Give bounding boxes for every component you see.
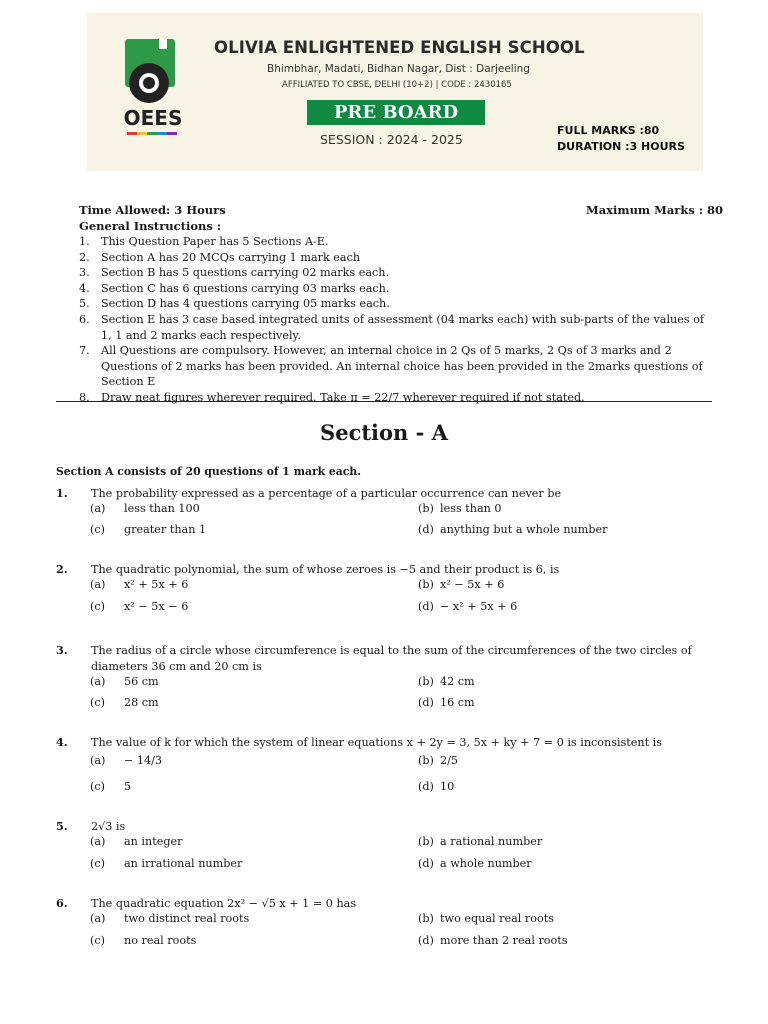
time-allowed: Time Allowed: 3 Hours <box>79 203 226 217</box>
question-text: The radius of a circle whose circumference is equal to the sum of the circumferences of the two circles of diameters 36 cm and 20 cm is <box>91 644 692 673</box>
option-a: (a) two distinct real roots <box>90 912 250 925</box>
option-a: (a) x² + 5x + 6 <box>90 578 189 591</box>
option-b: (b) a rational number <box>418 835 543 848</box>
option-d: (d) 10 <box>418 780 455 793</box>
option-d: (d) more than 2 real roots <box>418 934 568 947</box>
option-c: (c) an irrational number <box>90 857 243 870</box>
school-header <box>87 13 703 171</box>
logo-text: OEES <box>123 106 183 130</box>
instruction-item: 5. Section D has 4 questions carrying 05 marks each. <box>79 297 390 311</box>
option-d: (d) 16 cm <box>418 696 475 709</box>
option-d: (d) a whole number <box>418 857 532 870</box>
option-c: (c) 28 cm <box>90 696 159 709</box>
question-text: 2√3 is <box>91 820 126 833</box>
duration: DURATION :3 HOURS <box>557 140 685 153</box>
instructions-title: General Instructions : <box>79 219 222 233</box>
school-address: Bhimbhar, Madati, Bidhan Nagar, Dist : Darjeeling <box>267 63 530 75</box>
maximum-marks: Maximum Marks : 80 <box>586 203 724 217</box>
question-text: The quadratic polynomial, the sum of whose zeroes is −5 and their product is 6, is <box>91 563 560 576</box>
option-c: (c) no real roots <box>90 934 197 947</box>
option-c: (c) 5 <box>90 780 132 793</box>
option-b: (b) x² − 5x + 6 <box>418 578 505 591</box>
option-a: (a) − 14/3 <box>90 754 163 767</box>
question-number: 4. <box>56 735 68 749</box>
question-number: 1. <box>56 486 68 500</box>
option-a: (a) an integer <box>90 835 183 848</box>
section-title: Section - A <box>320 420 448 445</box>
option-c: (c) x² − 5x − 6 <box>90 600 189 613</box>
option-a: (a) less than 100 <box>90 502 200 515</box>
question-number: 5. <box>56 819 68 833</box>
instruction-item: 8. Draw neat figures wherever required. Take π = 22/7 wherever required if not stated. <box>79 390 585 404</box>
question-text: The value of k for which the system of linear equations x + 2y = 3, 5x + ky + 7 = 0 is inconsistent is <box>91 736 662 749</box>
question-number: 2. <box>56 562 68 576</box>
option-b: (b) 42 cm <box>418 675 475 688</box>
school-affiliation: AFFILIATED TO CBSE, DELHI (10+2) | CODE : 2430165 <box>282 80 512 90</box>
instruction-item: 2. Section A has 20 MCQs carrying 1 mark each <box>79 250 361 264</box>
instruction-item: 3. Section B has 5 questions carrying 02 marks each. <box>79 266 390 280</box>
option-a: (a) 56 cm <box>90 675 159 688</box>
session-text: SESSION : 2024 - 2025 <box>320 132 463 147</box>
question-text: The quadratic equation 2x² − √5 x + 1 = 0 has <box>91 897 357 910</box>
full-marks: FULL MARKS :80 <box>557 124 660 137</box>
school-name: OLIVIA ENLIGHTENED ENGLISH SCHOOL <box>214 38 585 57</box>
logo-stripe <box>127 132 177 135</box>
exam-badge: PRE BOARD <box>307 100 485 125</box>
section-description: Section A consists of 20 questions of 1 mark each. <box>56 465 361 478</box>
option-d: (d) anything but a whole number <box>418 523 608 536</box>
option-b: (b) less than 0 <box>418 502 502 515</box>
instruction-item: 4. Section C has 6 questions carrying 03 marks each. <box>79 281 390 295</box>
instruction-item: 1. This Question Paper has 5 Sections A-E. <box>79 235 329 248</box>
question-number: 6. <box>56 896 68 910</box>
option-b: (b) two equal real roots <box>418 912 554 925</box>
instructions-list <box>79 234 713 406</box>
instruction-item: 7. All Questions are compulsory. However, an internal choice in 2 Qs of 5 marks, 2 Qs of 3 marks and 2 Questions of 2 marks has been provided. An internal choice has been provided in the 2marks questions of Section E <box>79 344 703 389</box>
full-marks-block <box>557 123 685 155</box>
instruction-item: 6. Section E has 3 case based integrated units of assessment (04 marks each) with sub-parts of the values of 1, 1 and 2 marks each respectively. <box>79 312 705 342</box>
question-number: 3. <box>56 643 68 657</box>
option-c: (c) greater than 1 <box>90 523 207 536</box>
option-b: (b) 2/5 <box>418 754 459 767</box>
divider <box>56 401 712 402</box>
option-d: (d) − x² + 5x + 6 <box>418 600 518 613</box>
question-text: The probability expressed as a percentage of a particular occurrence can never be <box>91 487 562 500</box>
